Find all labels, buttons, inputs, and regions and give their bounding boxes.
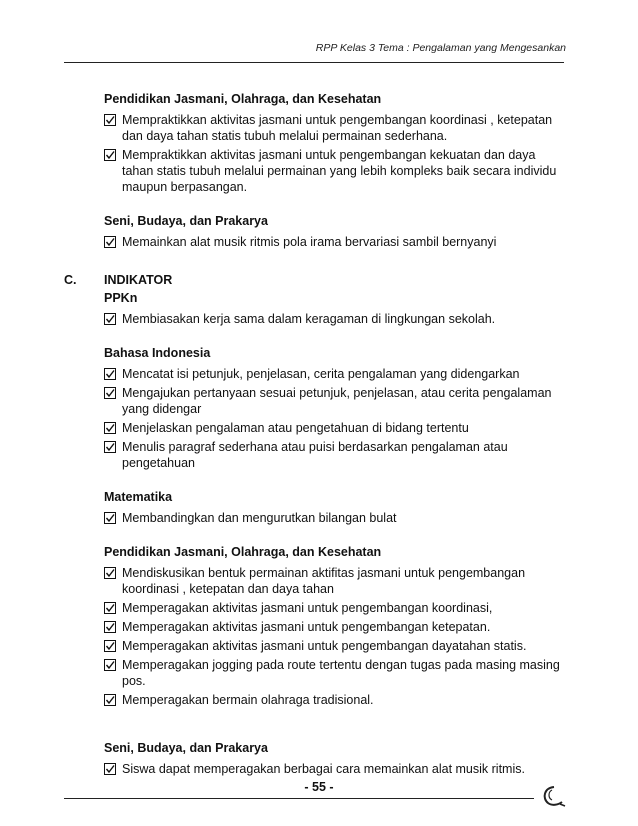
- page-number: - 55 -: [304, 780, 334, 794]
- publisher-logo-icon: [538, 784, 568, 808]
- checklist-item: [104, 385, 564, 417]
- checklist-item-text: maupun berpasangan.: [122, 180, 248, 194]
- checked-box-icon: [104, 694, 116, 706]
- header-rule: [64, 62, 564, 63]
- checked-box-icon: [104, 114, 116, 126]
- checked-box-icon: [104, 313, 116, 325]
- checklist-item-text: Mencatat isi petunjuk, penjelasan, cerita pengalaman yang didengarkan: [122, 367, 520, 381]
- checklist-item: [104, 439, 564, 471]
- checklist-item-text: Membandingkan dan mengurutkan bilangan bulat: [122, 511, 397, 525]
- checklist-item-text: Mengajukan pertanyaan sesuai petunjuk, penjelasan, atau cerita pengalaman: [122, 386, 552, 400]
- checked-box-icon: [104, 236, 116, 248]
- checklist-item: [104, 510, 564, 526]
- checklist-item: [104, 112, 564, 144]
- section-title: PPKn: [104, 291, 138, 305]
- checklist-item-text: tahan statis tubuh melalui permainan yang lebih kompleks baik secara individu: [122, 164, 557, 178]
- checked-box-icon: [104, 602, 116, 614]
- checklist-item: [104, 692, 564, 708]
- section-title: Pendidikan Jasmani, Olahraga, dan Kesehatan: [104, 92, 382, 106]
- section-title: Matematika: [104, 490, 173, 504]
- section-heading-indikator: INDIKATOR: [104, 273, 173, 287]
- checklist-item: [104, 638, 564, 654]
- section-title: Pendidikan Jasmani, Olahraga, dan Kesehatan: [104, 545, 382, 559]
- checklist-item-text: Mempraktikkan aktivitas jasmani untuk pengembangan kekuatan dan daya: [122, 148, 536, 162]
- checklist-item: [104, 147, 564, 195]
- checklist-item-text: Mendiskusikan bentuk permainan aktifitas jasmani untuk pengembangan: [122, 566, 526, 580]
- checklist-item: [104, 366, 564, 382]
- checked-box-icon: [104, 621, 116, 633]
- checked-box-icon: [104, 387, 116, 399]
- checked-box-icon: [104, 441, 116, 453]
- checked-box-icon: [104, 640, 116, 652]
- section-title: Bahasa Indonesia: [104, 346, 211, 360]
- checklist-item-text: Memperagakan jogging pada route tertentu dengan tugas pada masing masing: [122, 658, 560, 672]
- checklist-item-text: Memperagakan bermain olahraga tradisional.: [122, 693, 374, 707]
- checklist-item-text: Memainkan alat musik ritmis pola irama bervariasi sambil bernyanyi: [122, 235, 497, 249]
- checklist-item: [104, 234, 564, 250]
- checklist-item: [104, 619, 564, 635]
- checklist-item-text: Membiasakan kerja sama dalam keragaman di lingkungan sekolah.: [122, 312, 496, 326]
- checklist-item: [104, 657, 564, 689]
- section-letter: C.: [64, 273, 77, 287]
- section-title: Seni, Budaya, dan Prakarya: [104, 214, 268, 228]
- checked-box-icon: [104, 659, 116, 671]
- footer-rule: [64, 798, 534, 799]
- checklist-item-text: dan daya tahan statis tubuh melalui permainan sederhana.: [122, 129, 448, 143]
- checked-box-icon: [104, 368, 116, 380]
- checklist-item-text: Memperagakan aktivitas jasmani untuk pengembangan dayatahan statis.: [122, 639, 527, 653]
- checklist-item-text: koordinasi , ketepatan dan daya tahan: [122, 582, 334, 596]
- checklist-item-text: Siswa dapat memperagakan berbagai cara memainkan alat musik ritmis.: [122, 762, 525, 776]
- checklist-item-text: Menulis paragraf sederhana atau puisi berdasarkan pengalaman atau: [122, 440, 508, 454]
- checklist-item-text: Menjelaskan pengalaman atau pengetahuan di bidang tertentu: [122, 421, 469, 435]
- checklist-item-text: pos.: [122, 674, 146, 688]
- running-header: RPP Kelas 3 Tema : Pengalaman yang Mengesankan: [315, 42, 566, 54]
- checklist-item-text: Mempraktikkan aktivitas jasmani untuk pengembangan koordinasi , ketepatan: [122, 113, 553, 127]
- checked-box-icon: [104, 763, 116, 775]
- checklist-item-text: Memperagakan aktivitas jasmani untuk pengembangan ketepatan.: [122, 620, 491, 634]
- checklist-item: [104, 565, 564, 597]
- checklist-item: [104, 420, 564, 436]
- checklist-item-text: Memperagakan aktivitas jasmani untuk pengembangan koordinasi,: [122, 601, 493, 615]
- checked-box-icon: [104, 422, 116, 434]
- checklist-item: [104, 600, 564, 616]
- section-title: Seni, Budaya, dan Prakarya: [104, 741, 268, 755]
- checklist-item-text: pengetahuan: [122, 456, 195, 470]
- checklist-item-text: yang didengar: [122, 402, 202, 416]
- checked-box-icon: [104, 512, 116, 524]
- checked-box-icon: [104, 149, 116, 161]
- checked-box-icon: [104, 567, 116, 579]
- checklist-item: [104, 761, 564, 777]
- checklist-item: [104, 311, 564, 327]
